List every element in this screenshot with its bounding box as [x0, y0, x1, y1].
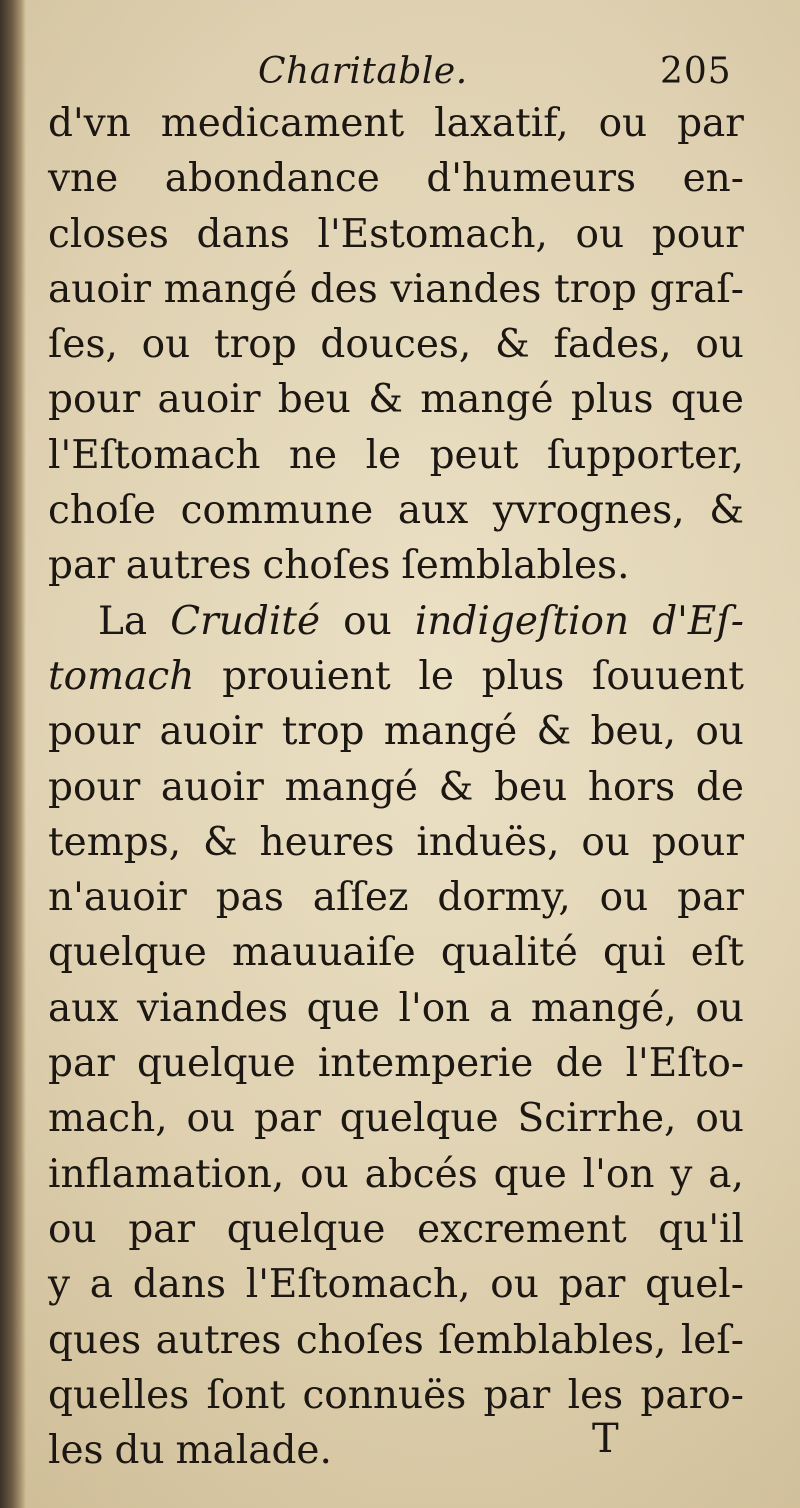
text-line — [48, 815, 744, 870]
text-line — [48, 372, 744, 427]
word: & — [438, 764, 474, 810]
word: aux — [48, 985, 119, 1031]
word: auoir — [48, 266, 151, 312]
word: par — [48, 543, 115, 589]
word: quel- — [645, 1262, 744, 1308]
word: trop — [554, 266, 637, 312]
word: des — [309, 266, 378, 312]
word: quelque — [339, 1096, 499, 1142]
text-line — [48, 207, 744, 262]
word: heures — [259, 819, 395, 865]
word: qui — [603, 930, 666, 976]
word: du — [114, 1428, 165, 1474]
word: pour — [651, 819, 744, 865]
word: l'Eſto- — [625, 1041, 744, 1087]
word: l'Estomach, — [317, 211, 548, 257]
word: beu, — [590, 709, 677, 755]
word: Scirrhe, — [517, 1096, 677, 1142]
word: choſes — [262, 543, 391, 589]
word: y — [670, 1151, 693, 1197]
body-text — [48, 96, 744, 1478]
word: quelque — [48, 930, 207, 976]
word: excrement — [417, 1206, 627, 1252]
word: l'on — [398, 985, 471, 1031]
word: que — [670, 377, 744, 423]
word: ne — [288, 432, 338, 478]
word: ou — [695, 709, 744, 755]
text-line — [48, 538, 744, 593]
word: ou — [695, 322, 744, 368]
word: temps, — [48, 819, 182, 865]
word: a — [89, 1262, 113, 1308]
word: ou — [575, 211, 625, 257]
word: les — [567, 1372, 624, 1418]
word: malade. — [175, 1428, 332, 1474]
text-line — [48, 925, 744, 980]
word: quelque — [136, 1041, 296, 1087]
word: & — [536, 709, 572, 755]
text-line — [48, 151, 744, 206]
word: peut — [429, 432, 519, 478]
text-line — [48, 870, 744, 925]
word: choſe — [48, 488, 156, 534]
word: ou — [581, 819, 630, 865]
word: par — [128, 1206, 196, 1252]
word: par — [677, 875, 744, 921]
word: pour — [48, 764, 141, 810]
word: auoir — [157, 377, 261, 423]
word: l'Eſtomach — [48, 432, 261, 478]
word: mach, — [48, 1096, 168, 1142]
word: choſes — [295, 1317, 424, 1363]
word: ſemblables, — [438, 1317, 667, 1363]
word: ou — [186, 1096, 236, 1142]
word: yvrognes, — [492, 488, 685, 534]
word: ſupporter, — [546, 432, 744, 478]
text-line — [48, 649, 744, 704]
word: l'on — [582, 1151, 655, 1197]
word: les — [48, 1428, 104, 1474]
word: quelles — [48, 1372, 190, 1418]
word: indigeſtion — [414, 598, 630, 644]
word: abcés — [364, 1151, 478, 1197]
word: aux — [397, 488, 469, 534]
word: mangé, — [530, 985, 677, 1031]
word: induës, — [416, 819, 560, 865]
word: par — [558, 1262, 626, 1308]
word: medicament — [160, 101, 405, 146]
word: dans — [132, 1262, 227, 1308]
word: commune — [180, 488, 374, 534]
word: prouient — [222, 653, 391, 699]
word: de — [695, 764, 744, 810]
word: Crudité — [170, 598, 321, 644]
word: plus — [570, 377, 654, 423]
word: beu — [494, 764, 568, 810]
word: trop — [281, 709, 365, 755]
word: abondance — [164, 156, 380, 202]
word: ou — [695, 985, 744, 1031]
text-line — [48, 981, 744, 1036]
word: viandes — [137, 985, 288, 1031]
word: ou — [300, 1151, 349, 1197]
word: trop — [213, 322, 297, 368]
word: mauuaiſe — [231, 930, 416, 976]
word: autres — [155, 1317, 282, 1363]
word: & — [202, 819, 238, 865]
word: ou — [598, 101, 648, 146]
word: par — [483, 1372, 551, 1418]
word: que — [306, 985, 380, 1031]
word: d'vn — [48, 101, 131, 146]
word: intemperie — [317, 1041, 534, 1087]
word: pour — [48, 709, 141, 755]
word: & — [495, 322, 530, 368]
word: ou — [490, 1262, 539, 1308]
text-line — [48, 317, 744, 372]
word: dans — [196, 211, 290, 257]
word: inflamation, — [48, 1151, 285, 1197]
word: beu — [277, 377, 351, 423]
word: d'Eſ- — [652, 598, 744, 644]
word: vne — [48, 156, 119, 202]
word: de — [555, 1041, 604, 1087]
word: eſt — [690, 930, 744, 976]
word: autres — [125, 543, 252, 589]
word: le — [418, 653, 454, 699]
word: ou — [343, 598, 392, 644]
word: pour — [48, 377, 141, 423]
word: graſ- — [649, 266, 744, 312]
word: n'auoir — [48, 875, 187, 921]
word: d'humeurs — [426, 156, 637, 202]
text-line — [48, 483, 744, 538]
word: & — [368, 377, 403, 423]
text-line — [48, 96, 744, 151]
text-line — [48, 1036, 744, 1091]
text-line — [48, 262, 744, 317]
word: que — [493, 1151, 567, 1197]
text-line — [48, 1257, 744, 1312]
text-line — [48, 760, 744, 815]
word: La — [98, 598, 148, 644]
word: a — [488, 985, 513, 1031]
word: auoir — [160, 764, 264, 810]
word: mangé — [163, 266, 298, 312]
word: laxatif, — [434, 101, 569, 146]
word: ſes, — [48, 322, 118, 368]
word: paro- — [640, 1372, 744, 1418]
text-line — [48, 1147, 744, 1202]
word: pas — [215, 875, 284, 921]
text-line — [48, 704, 744, 759]
word: qualité — [440, 930, 578, 976]
word: l'Eſtomach, — [245, 1262, 471, 1308]
word: ſouuent — [591, 653, 744, 699]
word: ou — [141, 322, 191, 368]
word: quelque — [226, 1206, 386, 1252]
word: fades, — [553, 322, 672, 368]
word: y — [48, 1262, 71, 1308]
word: dormy, — [437, 875, 571, 921]
word: douces, — [320, 322, 472, 368]
word: hors — [587, 764, 676, 810]
word: plus — [481, 653, 565, 699]
word: aſſez — [312, 875, 409, 921]
word: pour — [651, 211, 744, 257]
word: mangé — [383, 709, 518, 755]
text-line — [48, 1423, 744, 1478]
word: viandes — [390, 266, 542, 312]
book-binding-edge — [0, 0, 26, 1508]
text-line — [48, 1091, 744, 1146]
word: ſont — [206, 1372, 286, 1418]
word: par — [254, 1096, 321, 1142]
word: ou — [48, 1206, 97, 1252]
word: par — [48, 1041, 115, 1087]
word: auoir — [159, 709, 263, 755]
text-line — [48, 1368, 744, 1423]
word: le — [365, 432, 402, 478]
running-title: Charitable. — [258, 51, 468, 92]
text-line — [48, 1313, 744, 1368]
text-line — [48, 1202, 744, 1257]
word: en- — [682, 156, 744, 202]
page-header — [0, 44, 800, 100]
word: par — [677, 101, 744, 146]
word: qu'il — [658, 1206, 744, 1252]
text-line — [48, 594, 744, 649]
word: ou — [599, 875, 649, 921]
word: connuës — [302, 1372, 467, 1418]
word: mangé — [420, 377, 554, 423]
text-line — [48, 428, 744, 483]
word: a, — [708, 1151, 744, 1197]
word: & — [709, 488, 744, 534]
word: leſ- — [680, 1317, 744, 1363]
word: ques — [48, 1317, 142, 1363]
page-number: 205 — [660, 51, 732, 92]
word: mangé — [284, 764, 418, 810]
catchword: T — [592, 1416, 619, 1462]
word: tomach — [48, 653, 195, 699]
word: ſemblables. — [401, 543, 630, 589]
word: ou — [695, 1096, 744, 1142]
word: closes — [48, 211, 169, 257]
